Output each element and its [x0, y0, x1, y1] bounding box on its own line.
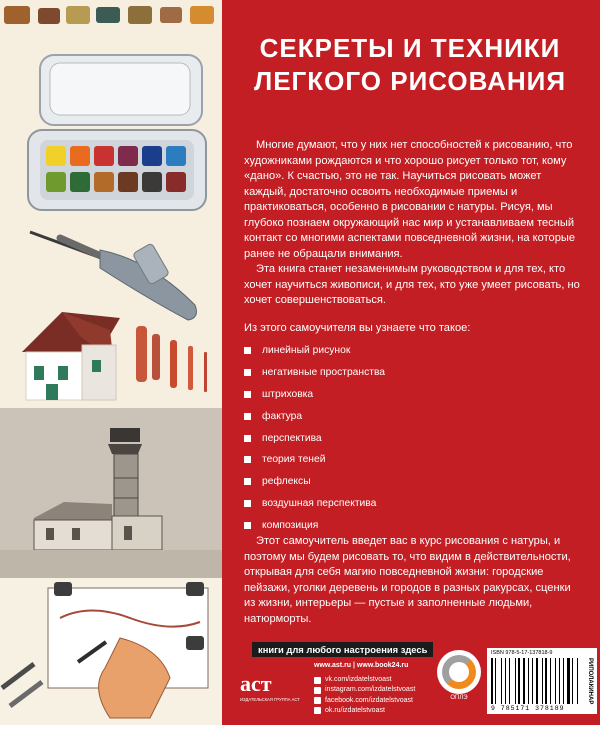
feature-label: негативные пространства [262, 367, 386, 379]
publisher-caption: ИЗДАТЕЛЬСКАЯ ГРУППА АСТ [240, 697, 300, 702]
publisher-links [314, 661, 415, 716]
watercolor-paint-box [28, 55, 206, 210]
isbn-text: ISBN 978-5-17-137818-9 [491, 650, 553, 656]
feature-label: теория теней [262, 454, 326, 466]
barcode-number: 9 785171 378189 [491, 705, 565, 712]
age-rating-badge [437, 650, 481, 694]
list-item [244, 471, 574, 493]
features-list [244, 340, 574, 536]
description-panel [222, 0, 600, 725]
bullet-icon [244, 522, 251, 529]
paper-house-model [22, 312, 120, 400]
list-item [244, 362, 574, 384]
social-link-ok[interactable] [314, 706, 415, 716]
feature-label: воздушная перспектива [262, 497, 377, 509]
social-link-facebook[interactable] [314, 696, 415, 706]
pen-and-brush [30, 232, 196, 320]
social-link-text: facebook.com/izdatelstvoast [325, 696, 413, 704]
lighthouse-sketch [0, 408, 222, 578]
ok-icon [314, 707, 321, 714]
features-lead: Из этого самоучителя вы узнаете что такое: [244, 322, 471, 334]
age-rating-ring-icon [442, 655, 476, 689]
feature-label: линейный рисунок [262, 345, 351, 357]
list-item [244, 514, 574, 536]
bullet-icon [244, 456, 251, 463]
intro-text [244, 138, 584, 309]
intro-paragraph-2: Эта книга станет незаменимым руководством и для тех, кто хочет научиться живописи, и для тех, кто уже умеет рисовать, но хочет совершенствоваться. [244, 263, 580, 306]
social-link-text: vk.com/izdatelstvoast [325, 676, 392, 684]
bullet-icon [244, 413, 251, 420]
barcode-icon [491, 658, 581, 704]
social-link-vk[interactable] [314, 675, 415, 685]
website-links[interactable]: www.ast.ru | www.book24.ru [314, 662, 409, 669]
list-item [244, 493, 574, 515]
facebook-icon [314, 697, 321, 704]
bullet-icon [244, 435, 251, 442]
social-link-instagram[interactable] [314, 685, 415, 695]
social-link-text: instagram.com/izdatelstvoast [325, 686, 416, 694]
hand-drawing-on-clipped-paper [0, 578, 222, 725]
feature-label: штриховка [262, 388, 314, 400]
intro-paragraph-1: Многие думают, что у них нет способностей к рисованию, что художниками рождаются и что хорошо рисует только тот, кому «дано». К счастью, это не так. Научиться рисовать может каждый, достаточно освоить необходимые приемы и практиковаться, особенно в рисовании с натуры. Рисуя, мы глубоко познаем окружающий нас мир и устанавливаем тесный контакт со многими аспектами повседневной жизни, на которые ранее не обращали внимания. [244, 139, 576, 260]
imprint-label: РИПОЛАКИНАР [587, 658, 593, 705]
feature-label: фактура [262, 410, 303, 422]
age-rating-caption: ОПЛЭ [450, 695, 468, 701]
swatch-strip [4, 6, 214, 24]
bullet-icon [244, 369, 251, 376]
list-item [244, 427, 574, 449]
bullet-icon [244, 478, 251, 485]
list-item [244, 449, 574, 471]
ast-logo-mark: аст [240, 671, 272, 696]
bullet-icon [244, 391, 251, 398]
drawing-hand-panel [0, 578, 222, 725]
book-title-line-2: ЛЕГКОГО РИСОВАНИЯ [253, 66, 567, 96]
list-item [244, 340, 574, 362]
barcode-block [487, 648, 597, 714]
social-link-text: ok.ru/izdatelstvoast [325, 706, 385, 714]
slogan-banner: книги для любого настроения здесь [252, 642, 433, 657]
lighthouse-sketch-panel [0, 408, 222, 578]
red-brush-strokes [136, 326, 207, 392]
bullet-icon [244, 347, 251, 354]
feature-label: композиция [262, 519, 319, 531]
outro-paragraph: Этот самоучитель введет вас в курс рисования с натуры, и поэтому мы будем рисовать то, что видим в действительности, открывая для себя магию повседневной жизни: городские пейзажи, уголки деревень и городов в разных ракурсах, сценки из жизни, интерьеры — пустые и заполненные людьми, натюрморты. [244, 535, 571, 625]
book-title-line-1: СЕКРЕТЫ И ТЕХНИКИ [259, 33, 561, 63]
illustration-column [0, 0, 222, 725]
feature-label: перспектива [262, 432, 322, 444]
watercolor-illustration [0, 0, 222, 408]
list-item [244, 405, 574, 427]
illustration-top-panel [0, 0, 222, 408]
bullet-icon [244, 500, 251, 507]
vk-icon [314, 677, 321, 684]
publisher-logo [240, 673, 300, 702]
instagram-icon [314, 687, 321, 694]
book-title [230, 32, 590, 98]
feature-label: рефлексы [262, 476, 311, 488]
list-item [244, 384, 574, 406]
